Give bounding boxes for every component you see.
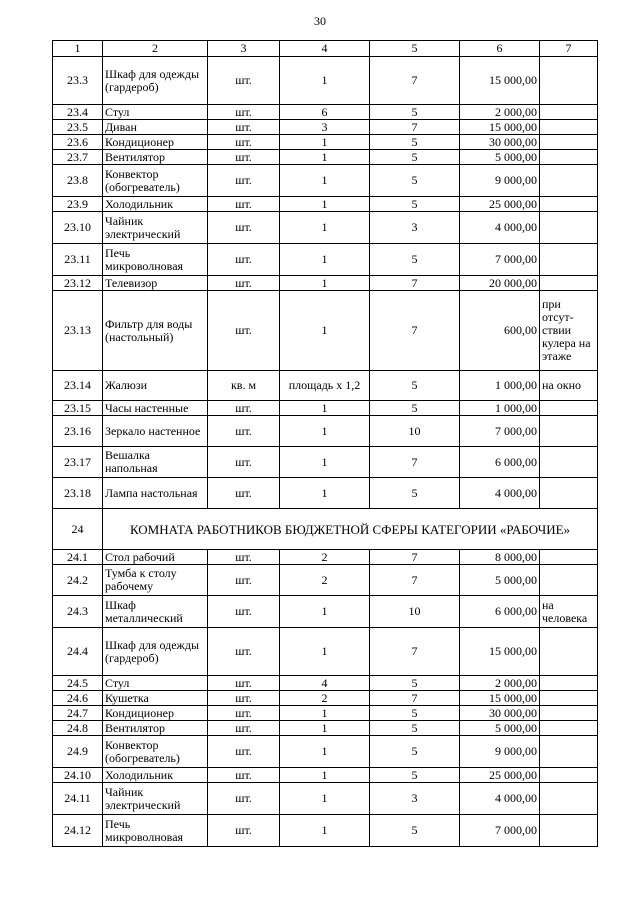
item-price: 15 000,00 xyxy=(460,691,540,706)
item-service-life: 5 xyxy=(370,150,460,165)
item-service-life: 7 xyxy=(370,628,460,676)
item-name: Шкаф для одежды (гардероб) xyxy=(103,628,208,676)
item-note xyxy=(540,676,598,691)
item-unit: шт. xyxy=(208,550,280,565)
item-unit: шт. xyxy=(208,565,280,596)
item-quantity: 1 xyxy=(280,150,370,165)
table-row xyxy=(53,276,598,291)
item-price: 15 000,00 xyxy=(460,57,540,105)
item-note xyxy=(540,736,598,768)
header-col-4: 4 xyxy=(280,41,370,57)
item-quantity: 1 xyxy=(280,447,370,478)
item-unit: шт. xyxy=(208,676,280,691)
header-col-1: 1 xyxy=(53,41,103,57)
item-name: Лампа настольная xyxy=(103,478,208,509)
item-quantity: 4 xyxy=(280,676,370,691)
item-number: 24.8 xyxy=(53,721,103,736)
item-note xyxy=(540,478,598,509)
item-unit: шт. xyxy=(208,768,280,783)
table-row xyxy=(53,550,598,565)
item-service-life: 5 xyxy=(370,135,460,150)
item-note: на человека xyxy=(540,596,598,628)
item-quantity: 1 xyxy=(280,706,370,721)
item-price: 20 000,00 xyxy=(460,276,540,291)
item-unit: кв. м xyxy=(208,371,280,401)
section-title: КОМНАТА РАБОТНИКОВ БЮДЖЕТНОЙ СФЕРЫ КАТЕГОРИИ «РАБОЧИЕ» xyxy=(103,509,598,550)
item-number: 23.13 xyxy=(53,291,103,371)
item-number: 23.17 xyxy=(53,447,103,478)
section-row xyxy=(53,509,598,550)
item-number: 24.2 xyxy=(53,565,103,596)
item-number: 24.6 xyxy=(53,691,103,706)
item-service-life: 5 xyxy=(370,706,460,721)
item-note xyxy=(540,416,598,447)
item-name: Телевизор xyxy=(103,276,208,291)
item-price: 4 000,00 xyxy=(460,783,540,815)
item-note xyxy=(540,565,598,596)
item-number: 24.11 xyxy=(53,783,103,815)
item-note xyxy=(540,244,598,276)
item-note xyxy=(540,783,598,815)
item-name: Шкаф металлический xyxy=(103,596,208,628)
item-name: Чайник электрический xyxy=(103,783,208,815)
item-note xyxy=(540,197,598,212)
item-note xyxy=(540,212,598,244)
item-service-life: 5 xyxy=(370,721,460,736)
table-row xyxy=(53,596,598,628)
item-price: 7 000,00 xyxy=(460,416,540,447)
item-quantity: 1 xyxy=(280,57,370,105)
item-service-life: 10 xyxy=(370,416,460,447)
item-price: 25 000,00 xyxy=(460,768,540,783)
item-quantity: 1 xyxy=(280,721,370,736)
item-number: 23.11 xyxy=(53,244,103,276)
item-unit: шт. xyxy=(208,105,280,120)
item-service-life: 7 xyxy=(370,691,460,706)
item-number: 23.16 xyxy=(53,416,103,447)
item-unit: шт. xyxy=(208,628,280,676)
item-unit: шт. xyxy=(208,197,280,212)
item-name: Кондиционер xyxy=(103,135,208,150)
item-unit: шт. xyxy=(208,165,280,197)
table-row xyxy=(53,691,598,706)
item-quantity: 1 xyxy=(280,736,370,768)
table-row xyxy=(53,815,598,847)
item-note xyxy=(540,401,598,416)
item-name: Стол рабочий xyxy=(103,550,208,565)
item-note xyxy=(540,120,598,135)
item-name: Вешалка напольная xyxy=(103,447,208,478)
item-number: 24.9 xyxy=(53,736,103,768)
header-col-3: 3 xyxy=(208,41,280,57)
item-quantity: 1 xyxy=(280,768,370,783)
item-note: на окно xyxy=(540,371,598,401)
item-price: 30 000,00 xyxy=(460,706,540,721)
table-row xyxy=(53,197,598,212)
table-row xyxy=(53,57,598,105)
item-name: Конвектор (обогреватель) xyxy=(103,736,208,768)
item-service-life: 7 xyxy=(370,447,460,478)
item-unit: шт. xyxy=(208,291,280,371)
item-name: Часы настенные xyxy=(103,401,208,416)
item-name: Диван xyxy=(103,120,208,135)
item-number: 23.14 xyxy=(53,371,103,401)
table-row xyxy=(53,676,598,691)
table-row xyxy=(53,783,598,815)
item-service-life: 5 xyxy=(370,371,460,401)
item-price: 9 000,00 xyxy=(460,165,540,197)
item-unit: шт. xyxy=(208,447,280,478)
page-number: 30 xyxy=(314,14,326,28)
item-price: 2 000,00 xyxy=(460,676,540,691)
item-price: 6 000,00 xyxy=(460,596,540,628)
item-unit: шт. xyxy=(208,478,280,509)
item-number: 24.3 xyxy=(53,596,103,628)
item-price: 7 000,00 xyxy=(460,244,540,276)
item-service-life: 7 xyxy=(370,57,460,105)
item-quantity: 1 xyxy=(280,197,370,212)
item-number: 23.12 xyxy=(53,276,103,291)
item-name: Фильтр для воды (настольный) xyxy=(103,291,208,371)
item-unit: шт. xyxy=(208,135,280,150)
header-col-5: 5 xyxy=(370,41,460,57)
item-unit: шт. xyxy=(208,150,280,165)
item-unit: шт. xyxy=(208,596,280,628)
item-price: 15 000,00 xyxy=(460,120,540,135)
item-number: 24.10 xyxy=(53,768,103,783)
section-number: 24 xyxy=(53,509,103,550)
table-row xyxy=(53,706,598,721)
item-quantity: 1 xyxy=(280,276,370,291)
item-unit: шт. xyxy=(208,736,280,768)
item-note xyxy=(540,150,598,165)
item-unit: шт. xyxy=(208,721,280,736)
item-service-life: 5 xyxy=(370,244,460,276)
item-note xyxy=(540,706,598,721)
item-price: 25 000,00 xyxy=(460,197,540,212)
item-price: 7 000,00 xyxy=(460,815,540,847)
item-unit: шт. xyxy=(208,120,280,135)
item-service-life: 7 xyxy=(370,120,460,135)
item-quantity: 6 xyxy=(280,105,370,120)
item-note xyxy=(540,628,598,676)
item-name: Кушетка xyxy=(103,691,208,706)
item-service-life: 5 xyxy=(370,105,460,120)
table-row xyxy=(53,291,598,371)
item-quantity: 2 xyxy=(280,550,370,565)
item-note xyxy=(540,135,598,150)
item-unit: шт. xyxy=(208,401,280,416)
item-note xyxy=(540,276,598,291)
item-number: 23.8 xyxy=(53,165,103,197)
item-note xyxy=(540,691,598,706)
item-note: при отсут-ствии кулера на этаже xyxy=(540,291,598,371)
table-row xyxy=(53,120,598,135)
item-quantity: 1 xyxy=(280,783,370,815)
item-quantity: 1 xyxy=(280,628,370,676)
equipment-table xyxy=(52,40,598,847)
item-service-life: 5 xyxy=(370,165,460,197)
item-quantity: 2 xyxy=(280,565,370,596)
table-row xyxy=(53,165,598,197)
item-price: 4 000,00 xyxy=(460,212,540,244)
header-col-6: 6 xyxy=(460,41,540,57)
item-price: 5 000,00 xyxy=(460,150,540,165)
item-name: Холодильник xyxy=(103,197,208,212)
item-name: Стул xyxy=(103,676,208,691)
item-service-life: 7 xyxy=(370,291,460,371)
item-name: Тумба к столу рабочему xyxy=(103,565,208,596)
item-service-life: 5 xyxy=(370,401,460,416)
item-price: 2 000,00 xyxy=(460,105,540,120)
item-quantity: 1 xyxy=(280,291,370,371)
table-row xyxy=(53,478,598,509)
item-number: 24.4 xyxy=(53,628,103,676)
item-service-life: 7 xyxy=(370,565,460,596)
item-quantity: 1 xyxy=(280,478,370,509)
item-quantity: 1 xyxy=(280,244,370,276)
item-number: 24.5 xyxy=(53,676,103,691)
item-price: 5 000,00 xyxy=(460,565,540,596)
item-unit: шт. xyxy=(208,706,280,721)
item-note xyxy=(540,550,598,565)
item-note xyxy=(540,57,598,105)
item-quantity: 1 xyxy=(280,401,370,416)
item-number: 23.5 xyxy=(53,120,103,135)
item-note xyxy=(540,815,598,847)
item-number: 24.1 xyxy=(53,550,103,565)
item-unit: шт. xyxy=(208,783,280,815)
item-quantity: 1 xyxy=(280,165,370,197)
item-service-life: 3 xyxy=(370,212,460,244)
item-service-life: 7 xyxy=(370,550,460,565)
item-quantity: 1 xyxy=(280,212,370,244)
item-service-life: 7 xyxy=(370,276,460,291)
item-unit: шт. xyxy=(208,815,280,847)
header-col-2: 2 xyxy=(103,41,208,57)
item-quantity: 1 xyxy=(280,596,370,628)
item-name: Шкаф для одежды (гардероб) xyxy=(103,57,208,105)
item-note xyxy=(540,105,598,120)
item-quantity: 2 xyxy=(280,691,370,706)
item-name: Печь микроволновая xyxy=(103,244,208,276)
item-number: 24.12 xyxy=(53,815,103,847)
item-name: Вентилятор xyxy=(103,150,208,165)
item-unit: шт. xyxy=(208,212,280,244)
item-number: 23.7 xyxy=(53,150,103,165)
item-number: 23.18 xyxy=(53,478,103,509)
item-price: 4 000,00 xyxy=(460,478,540,509)
item-name: Кондиционер xyxy=(103,706,208,721)
table-row xyxy=(53,768,598,783)
item-service-life: 5 xyxy=(370,815,460,847)
table-row xyxy=(53,447,598,478)
header-col-7: 7 xyxy=(540,41,598,57)
table-row xyxy=(53,565,598,596)
item-note xyxy=(540,165,598,197)
table-row xyxy=(53,721,598,736)
item-note xyxy=(540,721,598,736)
table-row xyxy=(53,105,598,120)
item-service-life: 10 xyxy=(370,596,460,628)
item-note xyxy=(540,768,598,783)
item-unit: шт. xyxy=(208,57,280,105)
item-service-life: 5 xyxy=(370,736,460,768)
table-row xyxy=(53,736,598,768)
item-quantity: площадь х 1,2 xyxy=(280,371,370,401)
item-quantity: 3 xyxy=(280,120,370,135)
item-unit: шт. xyxy=(208,276,280,291)
item-number: 23.15 xyxy=(53,401,103,416)
item-number: 23.4 xyxy=(53,105,103,120)
item-price: 30 000,00 xyxy=(460,135,540,150)
table-row xyxy=(53,244,598,276)
item-service-life: 5 xyxy=(370,478,460,509)
item-name: Конвектор (обогреватель) xyxy=(103,165,208,197)
item-number: 23.6 xyxy=(53,135,103,150)
item-price: 15 000,00 xyxy=(460,628,540,676)
item-unit: шт. xyxy=(208,691,280,706)
item-note xyxy=(540,447,598,478)
item-service-life: 5 xyxy=(370,768,460,783)
item-name: Печь микроволновая xyxy=(103,815,208,847)
item-service-life: 5 xyxy=(370,197,460,212)
item-number: 23.10 xyxy=(53,212,103,244)
item-price: 1 000,00 xyxy=(460,371,540,401)
table-row xyxy=(53,401,598,416)
table-row xyxy=(53,150,598,165)
item-number: 23.9 xyxy=(53,197,103,212)
header-row xyxy=(53,41,598,57)
item-price: 1 000,00 xyxy=(460,401,540,416)
item-name: Жалюзи xyxy=(103,371,208,401)
table-row xyxy=(53,628,598,676)
item-price: 5 000,00 xyxy=(460,721,540,736)
item-unit: шт. xyxy=(208,416,280,447)
item-quantity: 1 xyxy=(280,135,370,150)
item-name: Чайник электрический xyxy=(103,212,208,244)
item-name: Зеркало настенное xyxy=(103,416,208,447)
item-price: 6 000,00 xyxy=(460,447,540,478)
table-row xyxy=(53,135,598,150)
item-quantity: 1 xyxy=(280,815,370,847)
item-service-life: 3 xyxy=(370,783,460,815)
table-row xyxy=(53,416,598,447)
item-name: Вентилятор xyxy=(103,721,208,736)
item-price: 9 000,00 xyxy=(460,736,540,768)
item-name: Стул xyxy=(103,105,208,120)
item-price: 600,00 xyxy=(460,291,540,371)
item-quantity: 1 xyxy=(280,416,370,447)
item-number: 23.3 xyxy=(53,57,103,105)
item-price: 8 000,00 xyxy=(460,550,540,565)
item-unit: шт. xyxy=(208,244,280,276)
table-row xyxy=(53,371,598,401)
item-name: Холодильник xyxy=(103,768,208,783)
item-service-life: 5 xyxy=(370,676,460,691)
table-row xyxy=(53,212,598,244)
item-number: 24.7 xyxy=(53,706,103,721)
